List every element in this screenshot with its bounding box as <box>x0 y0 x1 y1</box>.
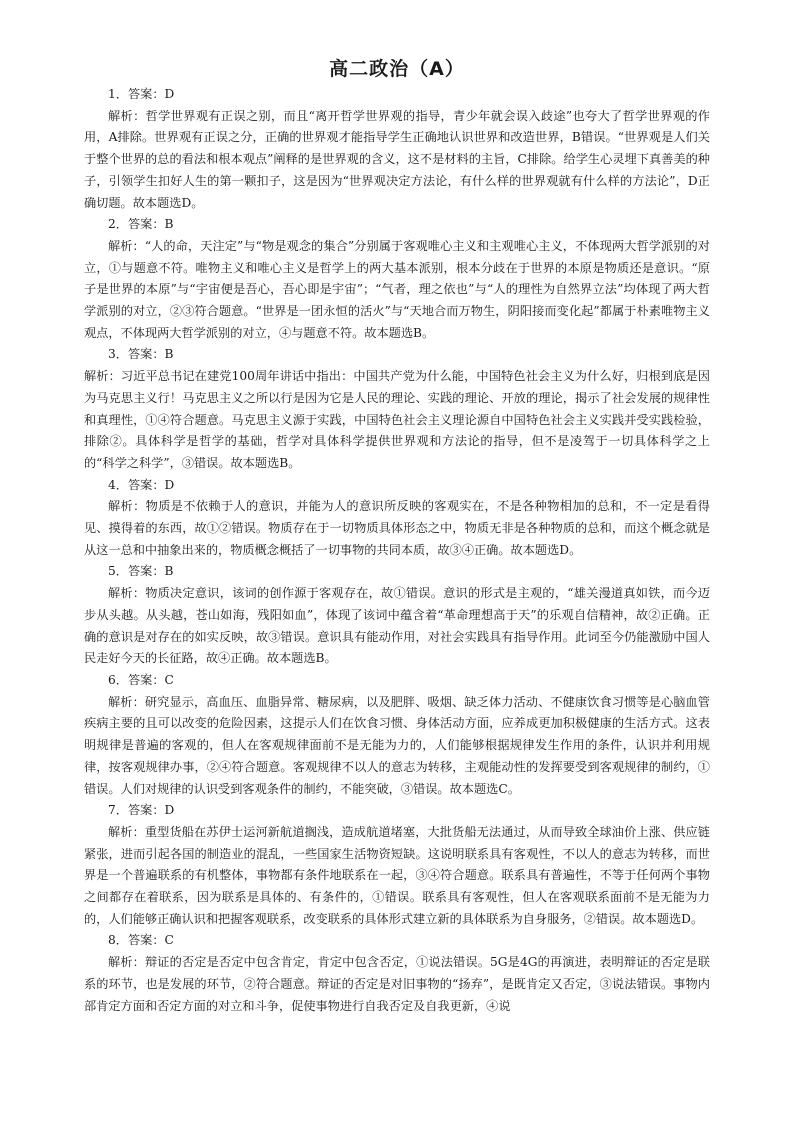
answer-key: 3．答案：B <box>108 347 174 362</box>
answer-analysis: 解析：物质决定意识，该词的创作源于客观存在，故①错误。意识的形式是主观的，“雄关漫道真如铁，而今迈步从头越。从头越，苍山如海，残阳如血”，体现了该词中蕴含着“革命理想高于天”的乐观自信精神，故②正确。正确的意识是对存在的如实反映，故③错误。意识具有能动作用，对社会实践具有指导作用。此词至今仍能激励中国人民走好今天的长征路，故④正确。故本题选B。 <box>84 586 710 666</box>
answer-item <box>84 670 710 800</box>
answer-analysis: 解析：辩证的否定是否定中包含肯定，肯定中包含否定，①说法错误。5G是4G的再演进，表明辩证的否定是联系的环节，也是发展的环节，②符合题意。辩证的否定是对旧事物的“扬弃”，是既肯定又否定，③说法错误。事物内部肯定方面和否定方面的对立和斗争，促使事物进行自我否定及自我更新，④说 <box>84 955 710 1013</box>
answer-item <box>84 84 710 214</box>
answer-key: 1．答案：D <box>108 87 175 101</box>
answer-item <box>84 214 710 344</box>
answer-analysis: 解析：物质是不依赖于人的意识，并能为人的意识所反映的客观实在，不是各种物相加的总和，不一定是看得见、摸得着的东西，故①②错误。物质存在于一切物质具体形态之中，物质无非是各种物质的总和，而这个概念就是从这一总和中抽象出来的，物质概念概括了一切事物的共同本质，故③④正确。故本题选D。 <box>84 499 710 557</box>
answer-item <box>84 475 710 562</box>
answer-item <box>84 930 710 1017</box>
answer-analysis: 解析：习近平总书记在建党100周年讲话中指出：中国共产党为什么能，中国特色社会主义为什么好，归根到底是因为马克思主义行！马克思主义之所以行是因为它是人民的理论、实践的理论、开放的理论，揭示了社会发展的规律性和真理性，①④符合题意。马克思主义源于实践，中国特色社会主义理论源自中国特色社会主义实践并受实践检验，排除②。具体科学是哲学的基础，哲学对具体科学提供世界观和方法论的指导，但不是凌驾于一切具体科学之上的“科学之科学”，③错误。故本题选B。 <box>84 369 710 470</box>
answer-key: 8．答案：C <box>108 933 174 948</box>
answer-key: 4．答案：D <box>108 477 175 492</box>
answer-key: 5．答案：B <box>108 564 174 579</box>
answer-list <box>84 84 710 1017</box>
answer-analysis: 解析：研究显示，高血压、血脂异常、糖尿病，以及肥胖、吸烟、缺乏体力活动、不健康饮食习惯等是心脑血管疾病主要的且可以改变的危险因素，这提示人们在饮食习惯、身体活动方面，应养成更加积极健康的生活方式。这表明规律是普遍的客观的，但人在客观规律面前不是无能为力的，人们能够根据规律发生作用的条件，认识并利用规律，按客观规律办事，②④符合题意。客观规律不以人的意志为转移，主观能动性的发挥要受到客观规律的制约，①错误。人们对规律的认识受到客观条件的制约，不能突破，③错误。故本题选C。 <box>84 694 710 796</box>
answer-item <box>84 344 710 474</box>
answer-analysis: 解析：哲学世界观有正误之别，而且“离开哲学世界观的指导，青少年就会误入歧途”也夸大了哲学世界观的作用，A排除。世界观有正误之分，正确的世界观才能指导学生正确地认识世界和改造世界，B错误。“世界观是人们关于整个世界的总的看法和根本观点”阐释的是世界观的含义，这不是材料的主旨，C排除。给学生心灵埋下真善美的种子，引领学生扣好人生的第一颗扣子，这是因为“世界观决定方法论，有什么样的世界观就有什么样的方法论”，D正确切题。故本题选D。 <box>84 108 710 210</box>
answer-analysis: 解析：“人的命，天注定”与“物是观念的集合”分别属于客观唯心主义和主观唯心主义，不体现两大哲学派别的对立，①与题意不符。唯物主义和唯心主义是哲学上的两大基本派别，根本分歧在于世界的本原是物质还是意识。“原子是世界的本原”与“宇宙便是吾心，吾心即是宇宙”；“气者，理之依也”与“人的理性为自然界立法”均体现了两大哲学派别的对立，②③符合题意。“世界是一团永恒的活火”与“天地合而万物生，阴阳接而变化起”都属于朴素唯物主义观点，不体现两大哲学派别的对立，④与题意不符。故本题选B。 <box>84 238 710 340</box>
answer-key: 2．答案：B <box>108 217 174 232</box>
answer-key: 6．答案：C <box>108 672 174 687</box>
answer-analysis: 解析：重型货船在苏伊士运河新航道搁浅，造成航道堵塞，大批货船无法通过，从而导致全球油价上涨、供应链紧张，进而引起各国的制造业的混乱，一些国家生活物资短缺。这说明联系具有客观性，不以人的意志为转移，而世界是一个普遍联系的有机整体，事物都有条件地联系在一起，③④符合题意。联系具有普遍性，不等于任何两个事物之间都存在着联系，因为联系是具体的、有条件的，①错误。联系具有客观性，但人在客观联系面前不是无能为力的，人们能够正确认识和把握客观联系，改变联系的具体形式建立新的具体联系为自身服务，②错误。故本题选D。 <box>84 824 710 926</box>
document-title: 高二政治（A） <box>329 58 465 80</box>
answer-item <box>84 561 710 670</box>
answer-item <box>84 800 710 930</box>
answer-key: 7．答案：D <box>108 803 175 818</box>
